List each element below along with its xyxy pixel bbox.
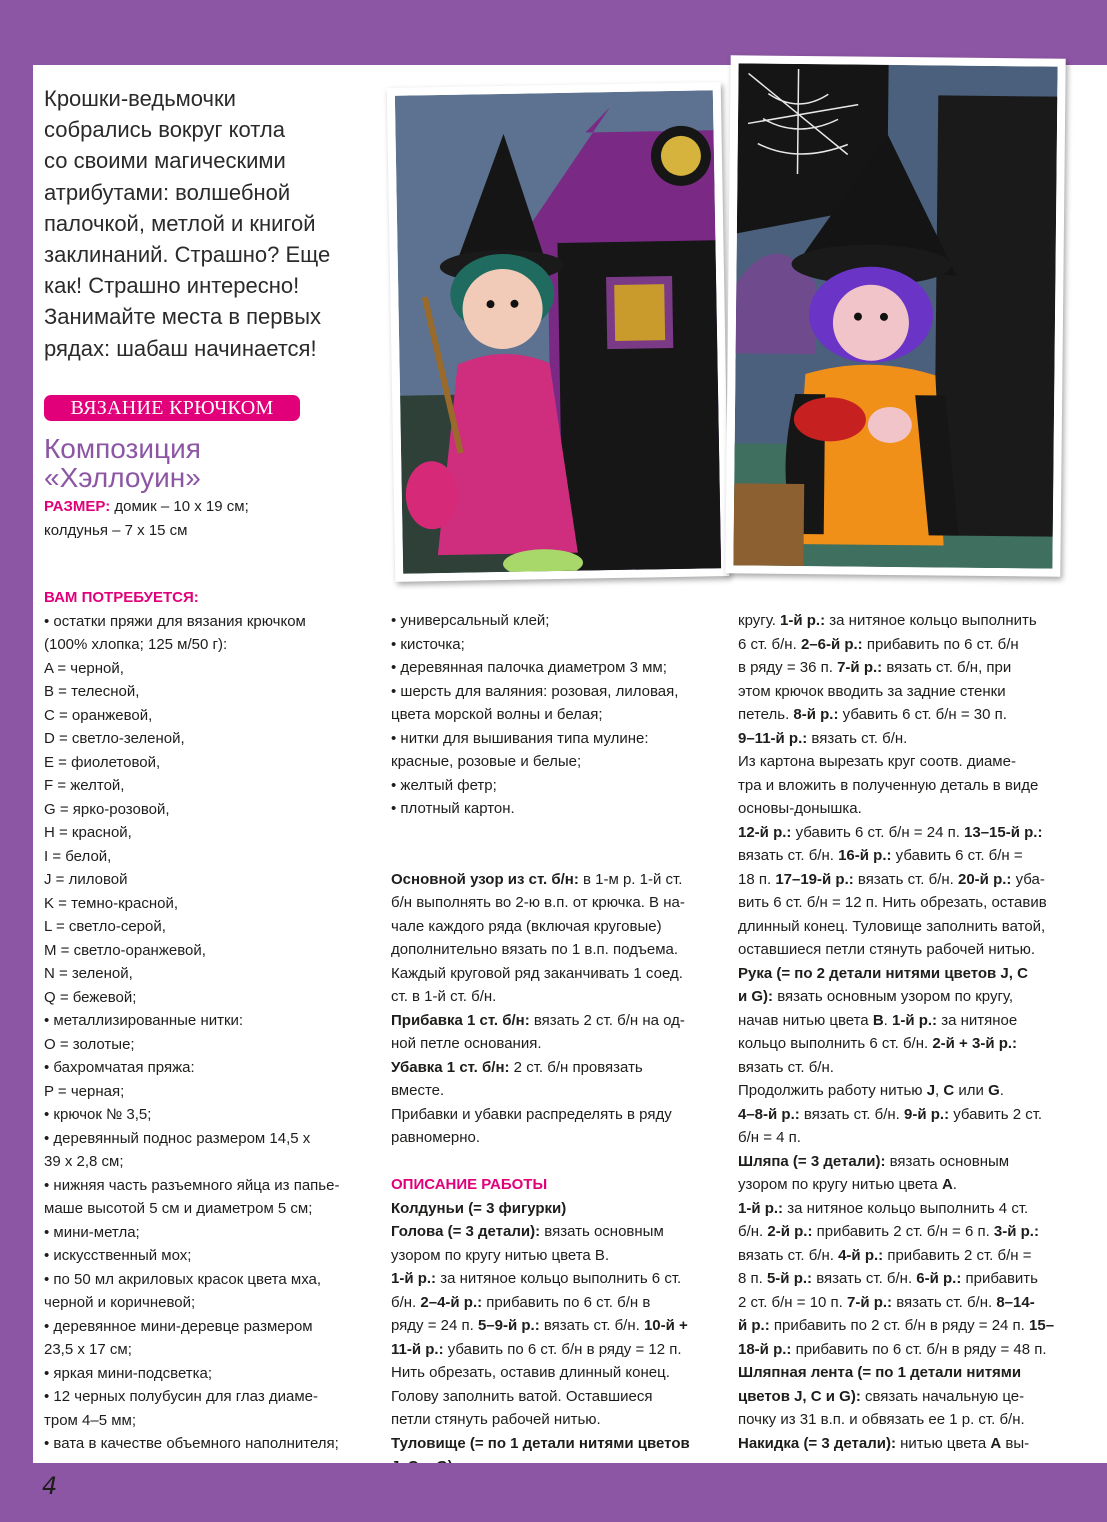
text-run: . bbox=[952, 1176, 957, 1193]
text-line bbox=[738, 609, 1054, 633]
text-line: дополнительно вязать по 1 в.п. подъема. bbox=[391, 941, 679, 958]
text-line: цвета морской волны и белая; bbox=[391, 706, 603, 723]
text-run: 10-й + bbox=[643, 1317, 688, 1334]
text-run: G bbox=[988, 1082, 1000, 1099]
text-run: A bbox=[990, 1434, 1002, 1452]
text-line bbox=[738, 1150, 1054, 1174]
text-line: Из картона вырезать круг соотв. диаме- bbox=[738, 753, 1016, 770]
text-line: K = темно-красной, bbox=[44, 894, 178, 912]
text-line: H = красной, bbox=[44, 824, 132, 841]
materials-heading: ВАМ ПОТРЕБУЕТСЯ: bbox=[44, 589, 199, 606]
text-line: Шляпная лента (= по 1 детали нитями bbox=[738, 1364, 1022, 1381]
text-run: 6 ст. б/н. bbox=[738, 635, 801, 653]
text-run: 9-й р.: bbox=[904, 1105, 950, 1123]
text-run: вязать ст. б/н. bbox=[738, 1246, 839, 1264]
text-run: прибавить по 6 ст. б/н в ряду = 48 п. bbox=[791, 1340, 1047, 1358]
text-line bbox=[44, 495, 249, 519]
text-run: уба- bbox=[1011, 870, 1045, 888]
text-line bbox=[391, 1150, 690, 1174]
text-run: 8-й р.: bbox=[793, 706, 839, 723]
text-run: 2-й + 3-й р.: bbox=[932, 1035, 1018, 1052]
text-line: • металлизированные нитки: bbox=[44, 1012, 244, 1029]
text-run: 18-й р.: bbox=[738, 1340, 792, 1358]
text-run: б/н. bbox=[738, 1223, 768, 1240]
text-line: ной петле основания. bbox=[391, 1035, 542, 1052]
text-line: O = золотые; bbox=[44, 1035, 135, 1053]
instructions-column-3 bbox=[738, 609, 1054, 1455]
text-run: 1-й р.: bbox=[738, 1199, 784, 1217]
text-line: (100% хлопка; 125 м/50 г): bbox=[44, 636, 228, 653]
text-line: петли стянуть рабочей нитью. bbox=[391, 1411, 601, 1428]
text-run: Продолжить работу нитью bbox=[738, 1082, 927, 1099]
text-run: или bbox=[954, 1082, 989, 1099]
text-run: ряду = 24 п. bbox=[391, 1317, 478, 1334]
text-run: 4–8-й р.: bbox=[738, 1105, 800, 1123]
text-run: вязать основным bbox=[885, 1152, 1010, 1170]
text-run: убавить 6 ст. б/н = 30 п. bbox=[838, 706, 1007, 723]
text-run: 17–19-й р.: bbox=[775, 870, 854, 888]
text-line: E = фиолетовой, bbox=[44, 753, 161, 771]
text-run: убавить 6 ст. б/н = 24 п. bbox=[791, 823, 965, 841]
text-run: 2-й р.: bbox=[767, 1223, 813, 1240]
text-line bbox=[391, 868, 690, 892]
text-run: цветов J, C и G): bbox=[738, 1387, 861, 1405]
text-line: • шерсть для валяния: розовая, лиловая, bbox=[391, 682, 679, 700]
text-run: прибавить по 6 ст. б/н в bbox=[482, 1293, 651, 1311]
text-run: прибавить по 6 ст. б/н bbox=[862, 635, 1019, 653]
photo-pink-witch-illustration bbox=[395, 90, 721, 573]
text-line bbox=[738, 1197, 1054, 1221]
text-line bbox=[391, 1338, 690, 1362]
text-run: й р.: bbox=[738, 1317, 770, 1334]
text-line bbox=[738, 1173, 1054, 1197]
work-heading: ОПИСАНИЕ РАБОТЫ bbox=[391, 1176, 548, 1193]
text-line: • универсальный клей; bbox=[391, 612, 550, 629]
text-run: 7-й р.: bbox=[837, 659, 883, 676]
text-line: Рука (= по 2 детали нитями цветов J, C bbox=[738, 964, 1028, 982]
footer-bar bbox=[0, 1463, 1107, 1522]
text-line bbox=[391, 1220, 690, 1244]
intro-text bbox=[44, 83, 384, 364]
page-title bbox=[44, 434, 201, 492]
text-run: 8 п. bbox=[738, 1270, 767, 1287]
text-line: 23,5 x 17 см; bbox=[44, 1341, 132, 1358]
text-run: , bbox=[935, 1082, 944, 1099]
text-run: вязать ст. б/н. bbox=[812, 1270, 917, 1287]
text-run: кольцо выполнить 6 ст. б/н. bbox=[738, 1035, 933, 1052]
text-line bbox=[391, 1267, 690, 1291]
text-line bbox=[738, 985, 1054, 1009]
text-run: кругу. bbox=[738, 612, 781, 629]
size-info bbox=[44, 495, 249, 542]
text-run: . bbox=[999, 1082, 1004, 1099]
materials-column-1 bbox=[44, 586, 339, 1456]
text-run: вязать ст. б/н. bbox=[807, 729, 908, 747]
text-line: этом крючок вводить за задние стенки bbox=[738, 682, 1006, 700]
text-line: Занимайте места в первых bbox=[44, 304, 322, 330]
text-line: атрибутами: волшебной bbox=[44, 179, 291, 205]
text-run: вязать ст. б/н. bbox=[539, 1317, 644, 1334]
photo-orange-witch bbox=[725, 55, 1065, 576]
text-line: вязать ст. б/н. bbox=[738, 1058, 834, 1076]
text-line bbox=[391, 1009, 690, 1033]
text-run: J bbox=[926, 1082, 936, 1099]
text-line: J = лиловой bbox=[44, 871, 128, 888]
text-line bbox=[738, 656, 1054, 680]
text-line: основы-донышка. bbox=[738, 800, 862, 817]
text-line: • нижняя часть разъемного яйца из папье- bbox=[44, 1176, 340, 1194]
text-line: D = светло-зеленой, bbox=[44, 730, 185, 747]
text-line: • деревянный поднос размером 14,5 x bbox=[44, 1129, 311, 1147]
text-run: начав нитью цвета bbox=[738, 1011, 873, 1029]
text-run: за нитяное кольцо выполнить 4 ст. bbox=[783, 1199, 1029, 1217]
text-line: Нить обрезать, оставив длинный конец. bbox=[391, 1364, 670, 1381]
text-line: длинный конец. Туловище заполнить ватой, bbox=[738, 917, 1046, 935]
text-run: вязать ст. б/н. bbox=[738, 847, 839, 864]
text-line: • искусственный мох; bbox=[44, 1247, 192, 1264]
text-run: Шляпа (= 3 детали): bbox=[738, 1152, 886, 1170]
text-line: • бахромчатая пряжа: bbox=[44, 1059, 195, 1076]
text-run: 16-й р.: bbox=[838, 847, 892, 864]
text-line: «Хэллоуин» bbox=[44, 462, 201, 493]
photo-orange-witch-illustration bbox=[733, 63, 1057, 568]
text-run: 2 ст. б/н провязать bbox=[509, 1058, 643, 1076]
text-line: Q = бежевой; bbox=[44, 988, 137, 1006]
text-line: 39 x 2,8 см; bbox=[44, 1153, 124, 1170]
text-line: тром 4–5 мм; bbox=[44, 1411, 137, 1429]
text-line: красные, розовые и белые; bbox=[391, 753, 582, 770]
text-line: ст. в 1-й ст. б/н. bbox=[391, 988, 497, 1005]
text-run: Прибавка 1 ст. б/н: bbox=[391, 1011, 530, 1029]
text-line: • по 50 мл акриловых красок цвета мха, bbox=[44, 1270, 322, 1288]
text-line bbox=[391, 844, 690, 868]
text-run: B bbox=[872, 1011, 884, 1029]
text-line bbox=[738, 868, 1054, 892]
text-line: почку из 31 в.п. и обвязать ее 1 р. ст. б/н. bbox=[738, 1411, 1025, 1428]
text-run: прибавить по 2 ст. б/н в ряду = 24 п. bbox=[769, 1317, 1030, 1334]
text-line: G = ярко-розовой, bbox=[44, 800, 170, 818]
text-run: вязать ст. б/н, при bbox=[882, 659, 1012, 676]
text-run: 2 ст. б/н = 10 п. bbox=[738, 1293, 847, 1311]
text-line: равномерно. bbox=[391, 1129, 481, 1146]
text-line bbox=[738, 1338, 1054, 1362]
text-run: убавить 2 ст. bbox=[949, 1105, 1043, 1123]
text-run: прибавить 2 ст. б/н = bbox=[883, 1246, 1032, 1264]
text-line: заклинаний. Страшно? Еще bbox=[44, 242, 331, 268]
text-line bbox=[738, 1385, 1054, 1409]
text-run: за нитяное кольцо выполнить bbox=[825, 612, 1037, 629]
text-line bbox=[738, 1314, 1054, 1338]
text-run: 15– bbox=[1029, 1317, 1055, 1334]
text-line: • деревянное мини-деревце размером bbox=[44, 1317, 313, 1335]
text-line bbox=[738, 1267, 1054, 1291]
text-line: • яркая мини-подсветка; bbox=[44, 1364, 213, 1382]
text-line: • 12 черных полубусин для глаз диаме- bbox=[44, 1388, 319, 1405]
text-run: 1-й р.: bbox=[892, 1011, 938, 1029]
text-line: как! Страшно интересно! bbox=[44, 273, 300, 299]
text-line: оставшиеся петли стянуть рабочей нитью. bbox=[738, 941, 1036, 958]
text-run: C bbox=[943, 1082, 955, 1099]
text-line: колдунья – 7 x 15 см bbox=[44, 521, 188, 539]
text-run: в ряду = 36 п. bbox=[738, 659, 838, 676]
photo-pink-witch bbox=[387, 82, 730, 582]
text-line bbox=[391, 1291, 690, 1315]
instructions-column-2 bbox=[391, 609, 690, 1479]
text-line bbox=[738, 1103, 1054, 1127]
text-run: Убавка 1 ст. б/н: bbox=[391, 1058, 510, 1076]
text-line: • деревянная палочка диаметром 3 мм; bbox=[391, 659, 667, 676]
text-run: Голова (= 3 детали): bbox=[391, 1223, 541, 1240]
text-run: вязать ст. б/н. bbox=[853, 870, 958, 888]
text-line: черной и коричневой; bbox=[44, 1294, 196, 1311]
text-run: РАЗМЕР: bbox=[44, 498, 111, 515]
text-run: прибавить 2 ст. б/н = 6 п. bbox=[812, 1223, 994, 1240]
text-run: 2–6-й р.: bbox=[800, 635, 863, 653]
text-line: • нитки для вышивания типа мулине: bbox=[391, 729, 649, 747]
text-line: B = телесной, bbox=[44, 683, 140, 700]
text-line bbox=[738, 1220, 1054, 1244]
text-run: 3-й р.: bbox=[993, 1223, 1039, 1240]
text-run: в 1-м р. 1-й ст. bbox=[578, 870, 683, 888]
text-line: P = черная; bbox=[44, 1082, 125, 1100]
text-run: 6-й р.: bbox=[916, 1270, 962, 1287]
text-run: вязать 2 ст. б/н на од- bbox=[529, 1011, 685, 1029]
text-run: и G): bbox=[738, 988, 774, 1005]
text-run: вы- bbox=[1001, 1434, 1030, 1452]
text-line bbox=[738, 1291, 1054, 1315]
text-run: связать начальную це- bbox=[860, 1387, 1025, 1405]
text-line bbox=[391, 1314, 690, 1338]
text-line: чале каждого ряда (включая круговые) bbox=[391, 917, 662, 935]
text-line: • желтый фетр; bbox=[391, 776, 497, 794]
text-line: • остатки пряжи для вязания крючком bbox=[44, 612, 306, 630]
text-run: за нитяное bbox=[937, 1011, 1018, 1029]
text-run: 11-й р.: bbox=[391, 1340, 444, 1358]
text-line: Прибавки и убавки распределять в ряду bbox=[391, 1105, 672, 1123]
text-run: Основной узор из ст. б/н: bbox=[391, 870, 579, 888]
text-line bbox=[391, 821, 690, 845]
text-line bbox=[738, 633, 1054, 657]
text-line: рядах: шабаш начинается! bbox=[44, 335, 317, 361]
text-run: 5–9-й р.: bbox=[477, 1317, 540, 1334]
text-line: N = зеленой, bbox=[44, 965, 133, 982]
text-line: палочкой, метлой и книгой bbox=[44, 210, 316, 236]
text-run: 13–15-й р.: bbox=[964, 823, 1043, 841]
text-line bbox=[738, 1009, 1054, 1033]
text-line: M = светло-оранжевой, bbox=[44, 941, 206, 959]
text-run: вязать основным узором по кругу, bbox=[773, 988, 1014, 1005]
text-line: Туловище (= по 1 детали нитями цветов bbox=[391, 1434, 690, 1452]
text-run: за нитяное кольцо выполнить 6 ст. bbox=[436, 1270, 682, 1287]
text-line: F = желтой, bbox=[44, 777, 125, 794]
text-line: б/н выполнять во 2-ю в.п. от крючка. В на- bbox=[391, 894, 685, 911]
text-run: 4-й р.: bbox=[838, 1246, 884, 1264]
text-line: I = белой, bbox=[44, 847, 112, 865]
text-run: . bbox=[883, 1011, 892, 1029]
text-line bbox=[738, 821, 1054, 845]
text-run: убавить по 6 ст. б/н в ряду = 12 п. bbox=[443, 1340, 682, 1358]
text-run: вязать основным bbox=[540, 1223, 664, 1240]
page-number: 4 bbox=[42, 1472, 58, 1500]
text-line: • плотный картон. bbox=[391, 800, 515, 817]
text-line: • кисточка; bbox=[391, 635, 465, 653]
text-line: б/н = 4 п. bbox=[738, 1129, 801, 1146]
text-run: вязать ст. б/н. bbox=[892, 1293, 997, 1311]
category-tag: ВЯЗАНИЕ КРЮЧКОМ bbox=[44, 395, 300, 421]
text-line: Колдуньи (= 3 фигурки) bbox=[391, 1199, 567, 1217]
text-line: узором по кругу нитью цвета B. bbox=[391, 1246, 610, 1264]
text-run: 5-й р.: bbox=[766, 1270, 813, 1287]
text-run: 9–11-й р.: bbox=[738, 729, 808, 747]
text-line bbox=[738, 703, 1054, 727]
text-line bbox=[738, 1032, 1054, 1056]
text-line bbox=[391, 1056, 690, 1080]
text-run: A bbox=[941, 1176, 953, 1193]
text-line: Каждый круговой ряд заканчивать 1 соед. bbox=[391, 964, 683, 982]
text-run: узором по кругу нитью цвета bbox=[738, 1176, 942, 1193]
text-line: Голову заполнить ватой. Оставшиеся bbox=[391, 1387, 653, 1405]
text-run: 2–4-й р.: bbox=[420, 1293, 483, 1311]
text-line: • крючок № 3,5; bbox=[44, 1106, 152, 1123]
text-line bbox=[738, 1432, 1054, 1456]
text-line: тра и вложить в полученную деталь в виде bbox=[738, 776, 1039, 794]
text-line: со своими магическими bbox=[44, 148, 286, 174]
text-run: прибавить bbox=[961, 1270, 1038, 1287]
text-line bbox=[738, 727, 1054, 751]
text-line: L = светло-серой, bbox=[44, 918, 166, 935]
text-line: Крошки-ведьмочки bbox=[44, 86, 236, 111]
text-run: 8–14- bbox=[996, 1293, 1035, 1311]
text-line: вместе. bbox=[391, 1082, 445, 1099]
text-run: 20-й р.: bbox=[958, 870, 1012, 888]
text-run: 1-й р.: bbox=[391, 1270, 437, 1287]
text-line bbox=[738, 844, 1054, 868]
text-line: вить 6 ст. б/н = 12 п. Нить обрезать, оставив bbox=[738, 894, 1047, 911]
text-line: A = черной, bbox=[44, 659, 124, 677]
text-line: Композиция bbox=[44, 433, 201, 464]
text-run: убавить 6 ст. б/н = bbox=[891, 847, 1023, 864]
text-line: маше высотой 5 см и диаметром 5 см; bbox=[44, 1200, 313, 1217]
text-run: вязать ст. б/н. bbox=[799, 1105, 905, 1123]
text-line: домик – 10 x 19 см; bbox=[110, 498, 249, 515]
text-run: Накидка (= 3 детали): bbox=[738, 1434, 896, 1452]
text-run: 12-й р.: bbox=[738, 823, 792, 841]
text-run: нитью цвета bbox=[895, 1434, 991, 1452]
text-line: C = оранжевой, bbox=[44, 706, 153, 724]
text-run: петель. bbox=[738, 706, 794, 723]
text-run: 1-й р.: bbox=[780, 612, 826, 629]
text-line bbox=[738, 1079, 1054, 1103]
text-line: собрались вокруг котла bbox=[44, 117, 285, 143]
text-line: • вата в качестве объемного наполнителя; bbox=[44, 1435, 339, 1452]
text-run: 7-й р.: bbox=[847, 1293, 893, 1311]
text-line bbox=[738, 1244, 1054, 1268]
text-run: б/н. bbox=[391, 1293, 421, 1311]
text-run: 18 п. bbox=[738, 870, 776, 888]
text-line: • мини-метла; bbox=[44, 1223, 140, 1241]
